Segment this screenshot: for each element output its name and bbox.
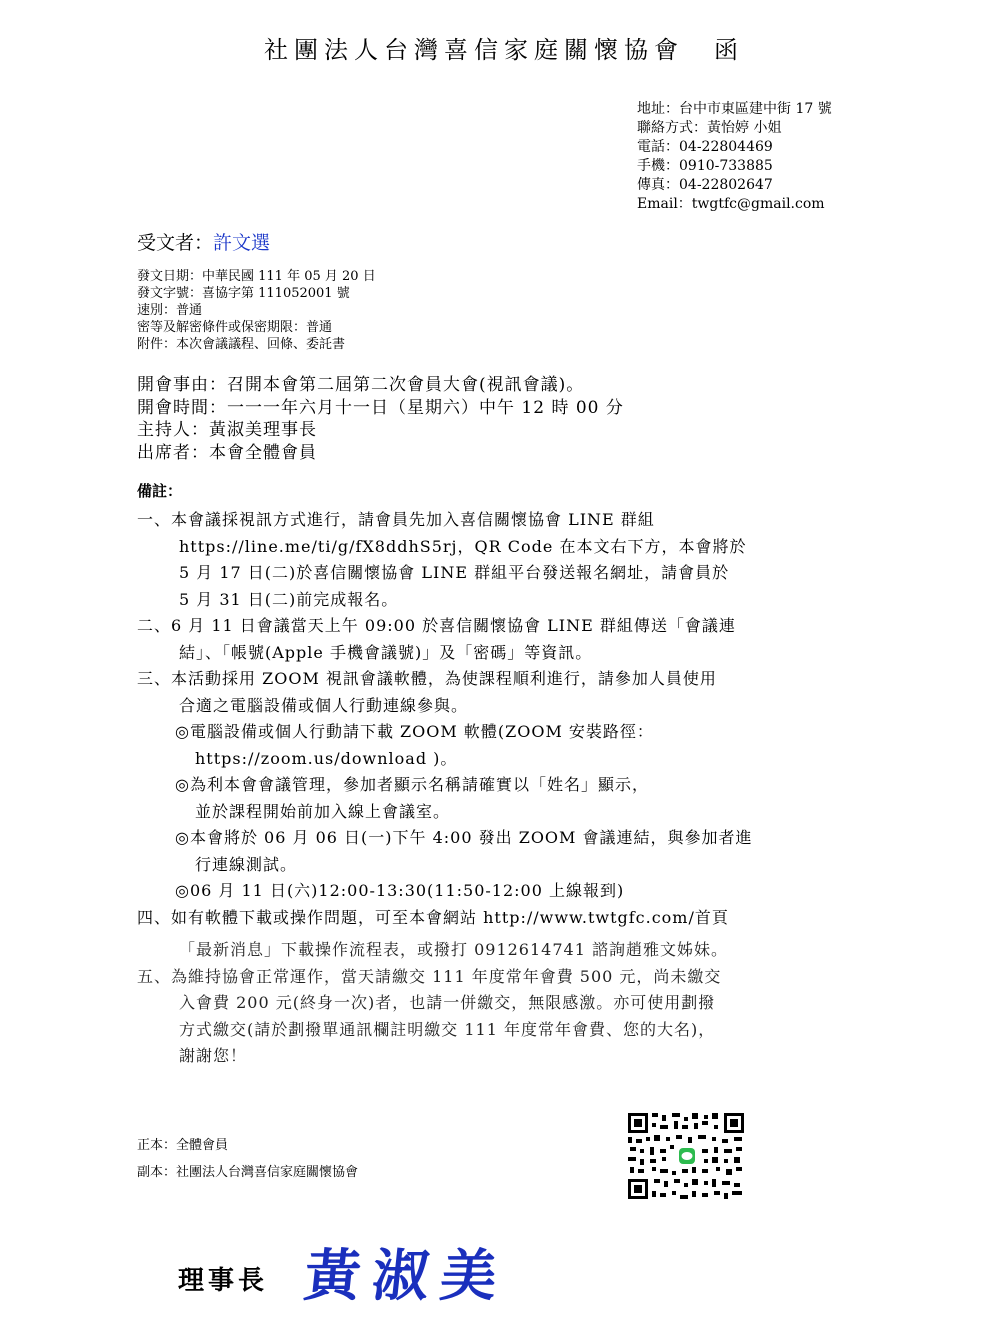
note-line: 一、本會議採視訊方式進行，請會員先加入喜信關懷協會 LINE 群組 <box>137 510 655 529</box>
document-title: 社團法人台灣喜信家庭關懷協會 函 <box>264 36 744 64</box>
note-line: 合適之電腦設備或個人行動連線參與。 <box>179 695 469 715</box>
note-line: ◎本會將於 06 月 06 日(一)下午 4:00 發出 ZOOM 會議連結，與參加者進 <box>175 828 753 847</box>
contact-person: 聯絡方式：黃怡婷 小姐 <box>637 120 782 136</box>
note-line: 「最新消息」下載操作流程表，或撥打 0912614741 諮詢趙雅文姊妹。 <box>179 940 728 959</box>
note-line: 5 月 31 日(二)前完成報名。 <box>179 589 399 609</box>
recipient-label: 受文者： <box>137 232 214 254</box>
delivery-speed: 速別：普通 <box>137 303 203 318</box>
note-line: ◎電腦設備或個人行動請下載 ZOOM 軟體(ZOOM 安裝路徑： <box>175 722 654 741</box>
note-line: 結」、「帳號(Apple 手機會議號)」及「密碼」等資訊。 <box>179 642 593 662</box>
original-to: 正本：全體會員 <box>137 1138 229 1153</box>
note-line: 二、6 月 11 日會議當天上午 09:00 於喜信關懷協會 LINE 群組傳送「會議連 <box>137 616 736 635</box>
meeting-time: 開會時間：一一一年六月十一日（星期六）中午 12 時 00 分 <box>137 397 624 418</box>
contact-block <box>637 100 832 214</box>
meeting-host: 主持人：黃淑美理事長 <box>137 420 317 440</box>
note-line: 入會費 200 元(終身一次)者，也請一併繳交，無限感激。亦可使用劃撥 <box>179 993 716 1012</box>
attachments: 附件：本次會議議程、回條、委託書 <box>137 337 346 352</box>
contact-phone: 電話：04-22804469 <box>637 139 773 155</box>
meeting-info <box>137 374 624 464</box>
line-group-qr-code <box>626 1111 746 1201</box>
issue-date: 發文日期：中華民國 111 年 05 月 20 日 <box>137 269 376 284</box>
note-line: https://line.me/ti/g/fX8ddhS5rj，QR Code 在本文右下方，本會將於 <box>179 536 747 556</box>
note-line: 5 月 17 日(二)於喜信關懷協會 LINE 群組平台發送報名網址，請會員於 <box>179 563 730 582</box>
contact-fax: 傳真：04-22802647 <box>637 177 773 193</box>
issue-number: 發文字號：喜協字第 111052001 號 <box>137 286 350 301</box>
note-line: ◎為利本會會議管理，參加者顯示名稱請確實以「姓名」顯示， <box>175 775 649 794</box>
note-line: ◎06 月 11 日(六)12:00-13:30(11:50-12:00 上線報到) <box>175 881 625 900</box>
note-line: 五、為維持協會正常運作，當天請繳交 111 年度常年會費 500 元，尚未繳交 <box>137 966 722 986</box>
meeting-purpose: 開會事由：召開本會第二屆第二次會員大會(視訊會議)。 <box>137 375 585 395</box>
note-line: https://zoom.us/download )。 <box>195 748 458 768</box>
recipient-line <box>137 228 270 255</box>
contact-mobile: 手機：0910-733885 <box>637 158 773 174</box>
meeting-attendees: 出席者：本會全體會員 <box>137 442 317 463</box>
note-line: 並於課程開始前加入線上會議室。 <box>195 801 451 821</box>
confidentiality: 密等及解密條件或保密期限：普通 <box>137 320 333 335</box>
note-line: 方式繳交(請於劃撥單通訊欄註明繳交 111 年度常年會費、您的大名)， <box>179 1019 716 1039</box>
recipient-name: 許文選 <box>213 232 271 254</box>
remarks-heading: 備註： <box>137 482 183 500</box>
signature-name: 黃淑美 <box>301 1243 513 1309</box>
note-line: 行連線測試。 <box>195 854 298 874</box>
signature-title: 理事長 <box>178 1266 269 1296</box>
copy-to: 副本：社團法人台灣喜信家庭關懷協會 <box>137 1165 359 1180</box>
issue-meta <box>137 268 376 353</box>
distribution <box>137 1132 358 1186</box>
contact-address: 地址：台中市東區建中街 17 號 <box>637 101 832 117</box>
note-line: 四、如有軟體下載或操作問題，可至本會網站 http://www.twtgfc.com/首頁 <box>137 907 729 927</box>
contact-email: Email：twgtfc@gmail.com <box>637 196 825 212</box>
remarks-list <box>137 507 753 1070</box>
note-line: 謝謝您！ <box>179 1046 248 1065</box>
note-line: 三、本活動採用 ZOOM 視訊會議軟體，為使課程順利進行，請參加人員使用 <box>137 669 717 688</box>
